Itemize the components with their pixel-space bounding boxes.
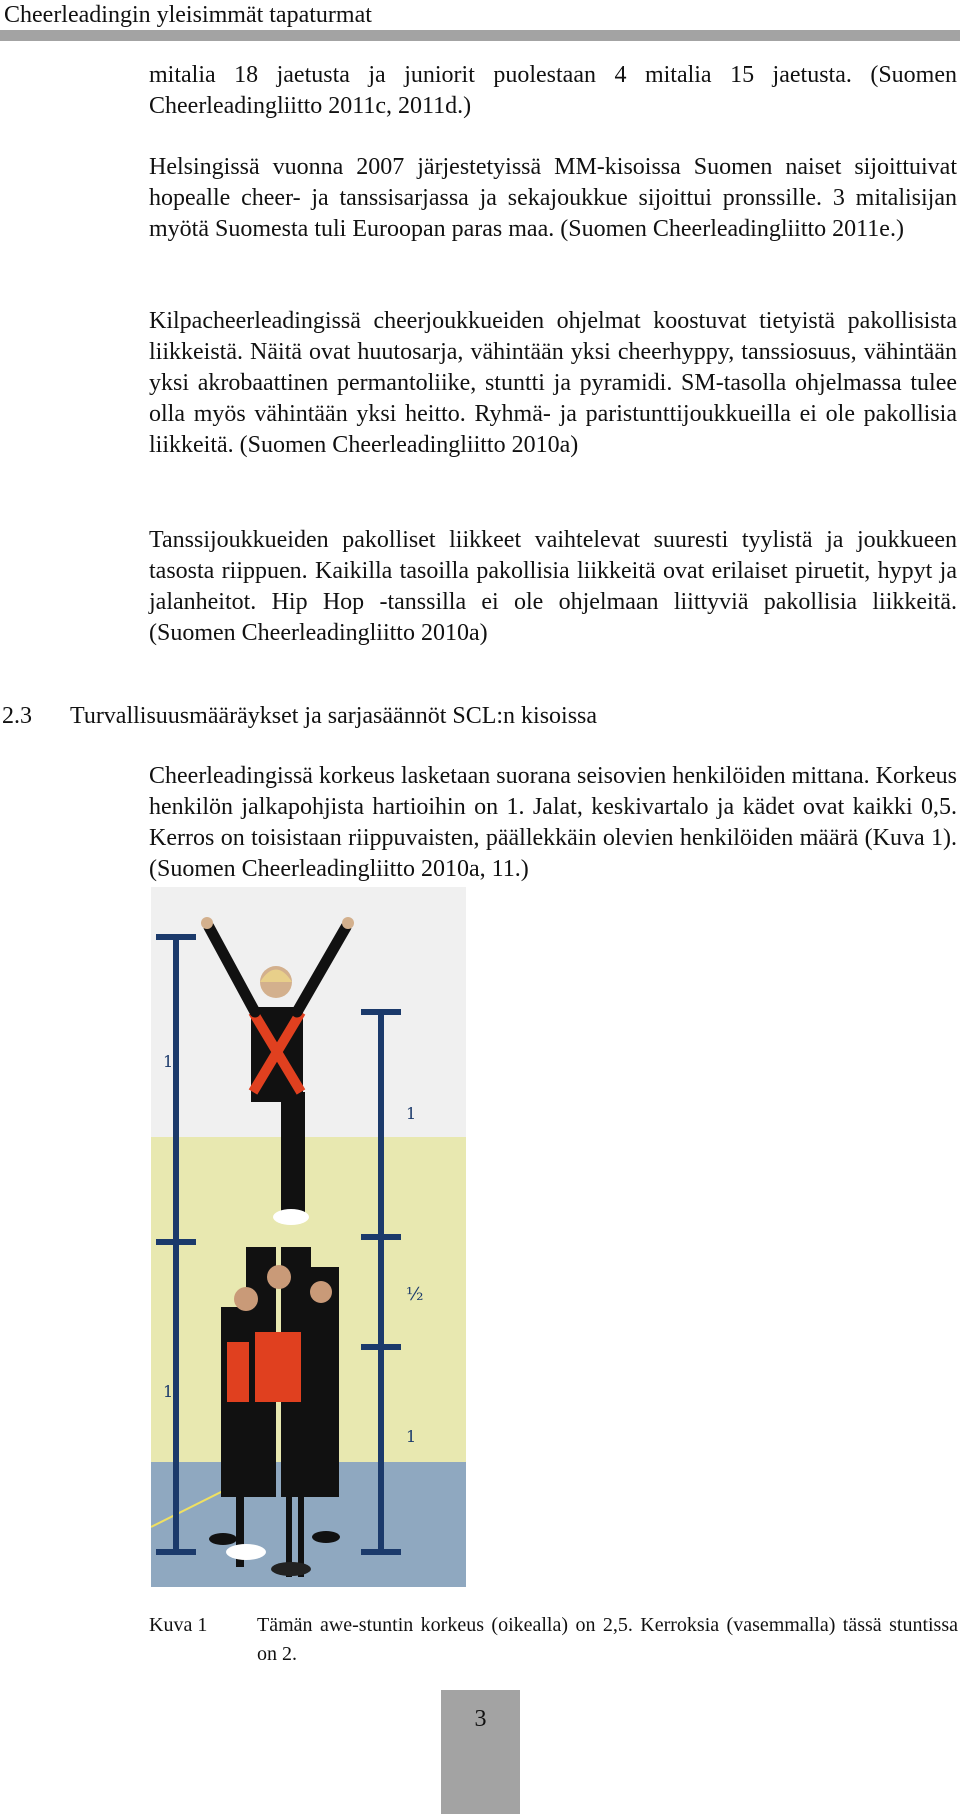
caption-label: Kuva 1 — [149, 1614, 208, 1636]
left-scale-label-bottom: 1 — [163, 1382, 174, 1401]
right-scale-label-half: ½ — [406, 1284, 424, 1305]
header-divider — [0, 30, 960, 41]
wall-upper — [151, 887, 466, 1137]
section-title: Turvallisuusmääräykset ja sarjasäännöt SCL:n kisoissa — [70, 703, 598, 729]
left-scale-label-top: 1 — [163, 1052, 174, 1071]
section-number: 2.3 — [2, 703, 32, 729]
header-title: Cheerleadingin yleisimmät tapaturmat — [4, 2, 372, 28]
right-scale-label-bottom: 1 — [406, 1427, 417, 1446]
stunt-photo — [151, 887, 466, 1587]
paragraph-2: Helsingissä vuonna 2007 järjestetyissä MM-kisoissa Suomen naiset sijoittuivat hopealle cheer- ja tanssisarjassa ja sekajoukkue sijoittui pronssille. 3 mitalisijan myötä Suomesta tuli Euroopan paras maa. (Suomen Cheerleadingliitto 2011e.) — [149, 154, 957, 242]
section-paragraph: Cheerleadingissä korkeus lasketaan suorana seisovien henkilöiden mittana. Korkeus henkilön jalkapohjista hartioihin on 1. Jalat, keskivartalo ja kädet ovat kaikki 0,5. Kerros on toisistaan riippuvaisten, päällekkäin olevien henkilöiden määrä (Kuva 1). (Suomen Cheerleadingliitto 2010a, 11.) — [149, 763, 957, 882]
paragraph-3: Kilpacheerleadingissä cheerjoukkueiden ohjelmat koostuvat tietyistä pakollisista liikkeistä. Näitä ovat huutosarja, vähintään yksi cheerhyppy, tanssiosuus, vähintään yksi akrobaattinen permantoliike, stuntti ja pyramidi. SM-tasolla ohjelmassa tulee olla myös vähintään yksi heitto. Ryhmä- ja paristunttijoukkueilla ei ole pakollisia liikkeitä. (Suomen Cheerleadingliitto 2010a) — [149, 308, 957, 458]
caption-text: Tämän awe-stuntin korkeus (oikealla) on 2,5. Kerroksia (vasemmalla) tässä stuntissa on 2. — [257, 1614, 958, 1665]
paragraph-4: Tanssijoukkueiden pakolliset liikkeet vaihtelevat suuresti tyylistä ja joukkueen tasosta riippuen. Kaikilla tasoilla pakollisia liikkeitä ovat erilaiset piruetit, hypyt ja jalanheitot. Hip Hop -tanssilla ei ole ohjelmaan liittyviä pakollisia liikkeitä. (Suomen Cheerleadingliitto 2010a) — [149, 527, 957, 646]
section-heading — [0, 701, 597, 732]
paragraph-1: mitalia 18 jaetusta ja juniorit puolestaan 4 mitalia 15 jaetusta. (Suomen Cheerleadingliitto 2011c, 2011d.) — [149, 62, 957, 119]
page-number: 3 — [441, 1690, 520, 1814]
right-scale-label-top: 1 — [406, 1104, 417, 1123]
